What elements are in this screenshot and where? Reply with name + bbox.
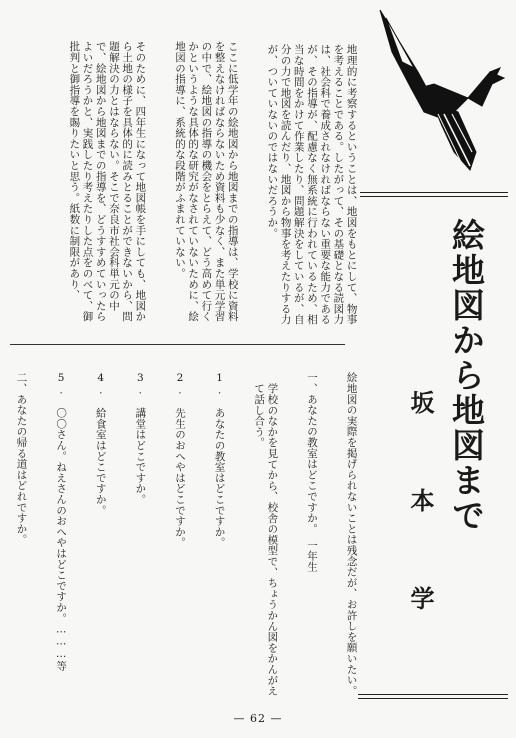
author-name — [406, 390, 434, 610]
article-title: 絵地図から地図まで — [447, 218, 486, 533]
paper-crane-illustration — [372, 2, 508, 174]
question-4: 4. 給食室はどこですか。 — [94, 372, 107, 516]
question-3: 3. 講堂はどこですか。 — [134, 372, 147, 505]
bottom-rule-2 — [358, 698, 508, 699]
intro-line: 絵地図の実際を掲げられないことは残念だが、お許しを願いたい。 — [345, 372, 358, 696]
paragraph-3: そのために、四年生になって地図帳を手にしても、地図から土地の様子を具体的に読みとることができないから、問題解決の力とはならない。そこで奈良市社会科単元の中で、絵地図から地図までの指導を、どうすすめていったらよいだろうかと、実践したり考えたりした点をのべて、御批判と御指導を賜りたいと思う。紙数に制限があり、 — [68, 40, 147, 322]
author-char-1: 坂 — [406, 390, 435, 414]
bottom-rule — [358, 694, 508, 695]
section-2-heading: 二、あなたの帰る道はどれですか。 — [15, 372, 28, 545]
question-2: 2. 先生のおへやはどこですか。 — [173, 372, 186, 548]
lower-body-text — [15, 372, 384, 702]
section-1-heading: 一、あなたの教室はどこですか。 一年生 — [305, 372, 318, 572]
page-number: — 62 — — [233, 712, 283, 725]
author-char-2: 本 — [406, 488, 435, 512]
author-char-3: 学 — [406, 586, 435, 610]
question-1: 1. あなたの教室はどこですか。 — [213, 372, 226, 548]
section-1-body: 学校のなかを見てから、校舎の模型で、ちょうかん図をかんがえて話し合う。 — [253, 382, 279, 696]
paragraph-2: ここに低学年の絵地図から地図までの指導は、学校に資料を整えなければならないため資料も少なく、また単元学習の中で、絵地図の指導の機会をとらえて、どう高めて行くかというような具体的な研究がなされていないために、絵地図の指導に、系統的な段階がふまれていない。 — [173, 40, 239, 322]
upper-body-text — [54, 30, 384, 330]
middle-rule — [10, 344, 345, 345]
paragraph-1: 地理的に考察するということは、地図をもとにして、物事を考えることである。したがって、その基礎となる読図力は、社会科で養成されなければならない重要な能力であるが、その指導が、配慮なく無系統に行われているため、相当な時間をかけて作業したり、問題解決をしているが、自分の力で地図を読んだり、地図から物事を考えたりする力が、ついていないのではないだろうか。 — [266, 44, 358, 325]
question-5: 5. 〇〇さん。ねえさんのおへやはどこですか。………等 — [55, 372, 68, 672]
